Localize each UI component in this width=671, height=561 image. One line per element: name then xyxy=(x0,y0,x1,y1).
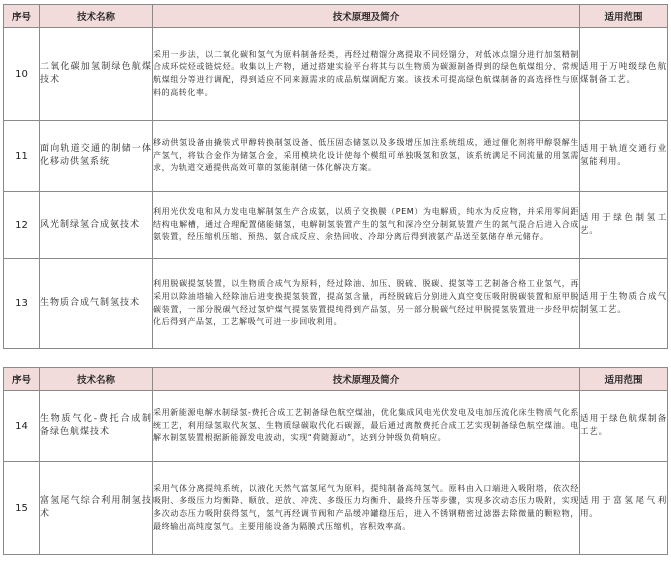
header-row xyxy=(4,368,668,391)
application-scope: 适用于富氢尾气利用。 xyxy=(580,462,668,555)
application-scope: 适用于万吨级绿色航煤制备工艺。 xyxy=(580,28,668,121)
application-scope: 适用于轨道交通行业氢能利用。 xyxy=(580,121,668,192)
technology-table-1 xyxy=(3,4,668,349)
header-scope: 适用范围 xyxy=(580,5,668,28)
header-name: 技术名称 xyxy=(40,368,153,391)
application-scope: 适用于绿色航煤制备工艺。 xyxy=(580,391,668,462)
header-name: 技术名称 xyxy=(40,5,153,28)
row-number: 14 xyxy=(4,391,40,462)
technology-name: 风光制绿氢合成氨技术 xyxy=(40,192,153,259)
technology-principle: 采用气体分离提纯系统，以液化天然气富氢尾气为原料，提纯制备高纯氢气。原料由入口端进入吸附塔，依次经吸附、多级压力均衡降、顺放、逆放、冲洗、多级压力均衡升、最终升压等步骤，实现多次动态压力吸附，实现多次动态压力吸附获得氢气，氢气再经调节阀和产品缓冲罐稳压后，进入不锈钢精密过滤器去除微量的颗粒物，最终输出高纯度氢气。主要用能设备为隔膜式压缩机，容积效率高。 xyxy=(153,462,580,555)
row-number: 11 xyxy=(4,121,40,192)
technology-name: 生物质气化-费托合成制备绿色航煤技术 xyxy=(40,391,153,462)
technology-principle: 采用新能源电解水制绿氢-费托合成工艺制备绿色航空煤油，优化集成风电光伏发电及电加压流化床生物质气化系统工艺，利用绿氢取代灰氢、生物质绿碳取代化石碳源，最后通过离散费托合成工艺实现制备绿色航空煤油。电解水制氢装置根据新能源发电波动，实现“荷随源动”，达到分钟级负荷响应。 xyxy=(153,391,580,462)
table-row xyxy=(4,391,668,462)
row-number: 13 xyxy=(4,259,40,349)
table-row xyxy=(4,462,668,555)
table-row xyxy=(4,28,668,121)
technology-principle: 移动供氢设备由撬装式甲醇转换制氢设备、低压固态储氢以及多级增压加注系统组成，通过催化剂将甲醇裂解生产氢气，将钛合金作为储氢合金，采用模块化设计使每个模组可单独吸氢和放氢，该系统满足不同流量的用氢需求，为轨道交通提供高效可靠的氢能制储一体化解决方案。 xyxy=(153,121,580,192)
technology-principle: 采用一步法，以二氧化碳和氢气为原料制备烃类，再经过精馏分离提取不同烃馏分，对低冰点馏分进行加氢精制合成环烷烃或链烷烃。收集以上产物，通过搭建实验平台将其与以生物质为碳源制备得到的绿色航煤组分、常规航煤组分等进行调配，得到适应不同来源需求的成品航煤调配方案。该技术可提高绿色航煤制备的高选择性与原料的高转化率。 xyxy=(153,28,580,121)
table-row xyxy=(4,192,668,259)
header-no: 序号 xyxy=(4,368,40,391)
technology-name: 富氢尾气综合利用制氢技术 xyxy=(40,462,153,555)
row-number: 10 xyxy=(4,28,40,121)
row-number: 12 xyxy=(4,192,40,259)
header-scope: 适用范围 xyxy=(580,368,668,391)
technology-name: 生物质合成气制氢技术 xyxy=(40,259,153,349)
technology-principle: 利用脱碳提氢装置，以生物质合成气为原料，经过除油、加压、脱硫、脱碳、提氢等工艺制备合格工业氢气，再采用以除油塔输入经除油后进变换提氢装置，提高氢含量，再经脱硫后分别进入真空变压吸附脱碳装置和原甲脱碳装置，一部分脱碳气经过氢炉煤气提氢装置提纯得到产品氢，另一部分脱碳气经过甲脱提氢装置进一步经甲烷化后得到产品氢，工艺解吸气可进一步回收利用。 xyxy=(153,259,580,349)
technology-name: 面向轨道交通的制储一体化移动供氢系统 xyxy=(40,121,153,192)
technology-name: 二氧化碳加氢制绿色航煤技术 xyxy=(40,28,153,121)
header-no: 序号 xyxy=(4,5,40,28)
application-scope: 适用于生物质合成气制氢工艺。 xyxy=(580,259,668,349)
table-row xyxy=(4,121,668,192)
technology-principle: 利用光伏发电和风力发电电解制氢生产合成氨，以质子交换膜（PEM）为电解质，纯水为反应物，并采用零间距结构电解槽，通过合理配置储能储氢，电解制氢装置产生的氢气和深冷空分制氮装置产生的氮气混合后进入合成氨装置，经压缩机压缩、预热、氨合成反应、余热回收、冷却分离后得到液氨产品送至氨储存单元储存。 xyxy=(153,192,580,259)
header-row xyxy=(4,5,668,28)
technology-table-2 xyxy=(3,367,668,555)
header-principle: 技术原理及简介 xyxy=(153,5,580,28)
header-principle: 技术原理及简介 xyxy=(153,368,580,391)
application-scope: 适用于绿色制氢工艺。 xyxy=(580,192,668,259)
table-row xyxy=(4,259,668,349)
row-number: 15 xyxy=(4,462,40,555)
